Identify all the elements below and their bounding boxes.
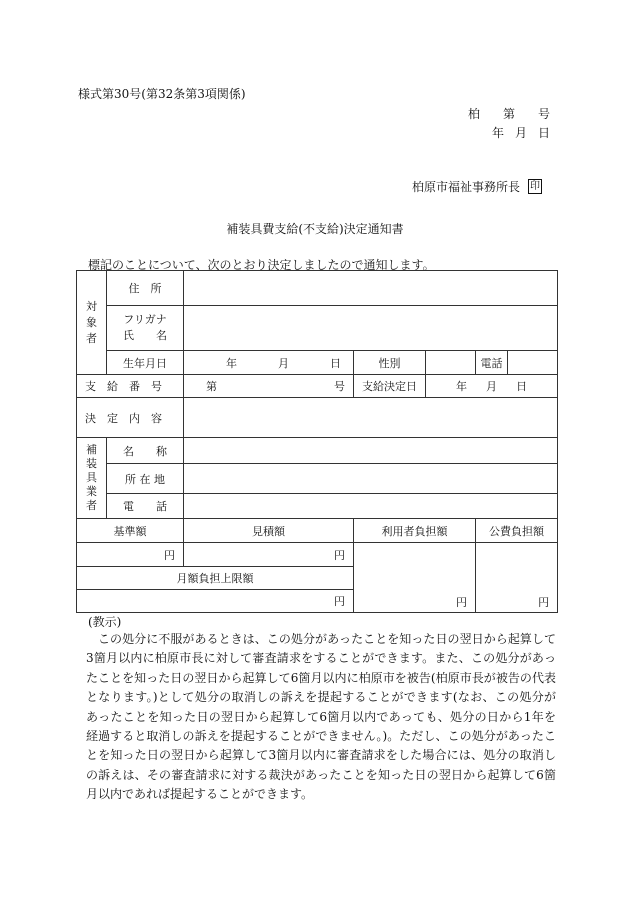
user-burden-yen: 円 <box>456 596 467 609</box>
seal-mark: 印 <box>530 181 541 192</box>
name-field[interactable] <box>184 306 558 351</box>
vendor-address-label: 所 在 地 <box>107 464 184 494</box>
birthdate-day: 日 <box>330 356 341 370</box>
user-burden-label: 利用者負担額 <box>354 519 476 543</box>
form-number: 様式第30号(第32条第3項関係) <box>78 87 246 101</box>
vendor-phone-field[interactable] <box>184 494 558 519</box>
address-label: 住 所 <box>107 271 184 306</box>
document-title: 補装具費支給(不支給)決定通知書 <box>226 222 404 236</box>
payment-number-suffix: 号 <box>334 380 345 393</box>
public-burden-yen: 円 <box>538 596 550 609</box>
public-burden-field[interactable] <box>476 543 558 613</box>
payment-date-month: 月 <box>486 380 498 393</box>
birthdate-year: 年 <box>226 356 237 370</box>
vendor-address-field[interactable] <box>184 464 558 494</box>
decision-table <box>76 270 558 613</box>
decision-field[interactable] <box>184 398 558 438</box>
phone-field[interactable] <box>508 351 558 375</box>
estimate-amount-label: 見積額 <box>184 519 354 543</box>
doc-date-day: 日 <box>537 126 550 140</box>
instruction-heading: (教示) <box>88 615 122 629</box>
doc-number-prefix: 柏 <box>468 107 481 121</box>
monthly-cap-field[interactable] <box>77 590 354 613</box>
payment-date-field[interactable] <box>426 375 558 398</box>
payment-number-label: 支 給 番 号 <box>77 375 184 398</box>
payment-date-year: 年 <box>456 380 467 393</box>
monthly-cap-yen: 円 <box>334 595 345 608</box>
vendor-name-label: 名 称 <box>107 438 184 464</box>
birthdate-month: 月 <box>278 356 289 370</box>
subject-label: 対 象 者 <box>77 271 107 375</box>
document-date <box>492 124 550 141</box>
vendor-phone-label: 電 話 <box>107 494 184 519</box>
standard-amount-yen: 円 <box>164 548 175 562</box>
doc-number-suffix: 号 <box>537 107 550 121</box>
furigana-label: フリガナ <box>123 313 167 326</box>
full-name-label: 氏 名 <box>123 329 167 342</box>
intro-text: 標記のことについて、次のとおり決定しましたので通知します。 <box>88 258 435 272</box>
payment-date-label: 支給決定日 <box>354 375 426 398</box>
standard-amount-label: 基準額 <box>77 519 184 543</box>
payment-number-prefix: 第 <box>206 380 217 393</box>
standard-amount-field[interactable] <box>77 543 184 567</box>
birthdate-label: 生年月日 <box>107 351 184 375</box>
decision-label: 決 定 内 容 <box>77 398 184 438</box>
doc-date-year: 年 <box>492 126 505 140</box>
issuer <box>412 178 542 195</box>
gender-field[interactable] <box>426 351 476 375</box>
vendor-name-field[interactable] <box>184 438 558 464</box>
doc-number-middle: 第 <box>502 107 515 121</box>
name-label <box>107 306 184 351</box>
user-burden-field[interactable] <box>354 543 476 613</box>
public-burden-label: 公費負担額 <box>476 519 558 543</box>
document-number <box>468 105 550 122</box>
issuer-name: 柏原市福祉事務所長 <box>412 180 521 194</box>
payment-number-field[interactable] <box>184 375 354 398</box>
address-field[interactable] <box>184 271 558 306</box>
appeal-notice: この処分に不服があるときは、この処分があったことを知った日の翌日から起算して3箇月以内に柏原市長に対して審査請求をすることができます。また、この処分があったことを知った日の翌日から起算して6箇月以内に柏原市を被告(柏原市長が被告の代表となります。)として処分の取消しの訴えを提起することができます(なお、この処分があったことを知った日の翌日から起算して6箇月以内であっても、処分の日から1年を経過すると取消しの訴えを提起することができません。)。ただし、この処分があったことを知った日の翌日から起算して3箇月以内に審査請求をした場合には、処分の取消しの訴えは、その審査請求に対する裁決があったことを知った日の翌日から起算して6箇月以内であれば提起することができます。 <box>86 632 556 802</box>
estimate-amount-field[interactable] <box>184 543 354 567</box>
gender-label: 性別 <box>354 351 426 375</box>
birthdate-field[interactable] <box>184 351 354 375</box>
vendor-label: 補 装 具 業 者 <box>77 438 107 519</box>
phone-label: 電話 <box>476 351 508 375</box>
doc-date-month: 月 <box>514 126 527 140</box>
monthly-cap-label: 月額負担上限額 <box>77 567 354 590</box>
estimate-amount-yen: 円 <box>334 548 345 562</box>
payment-date-day: 日 <box>516 380 528 393</box>
